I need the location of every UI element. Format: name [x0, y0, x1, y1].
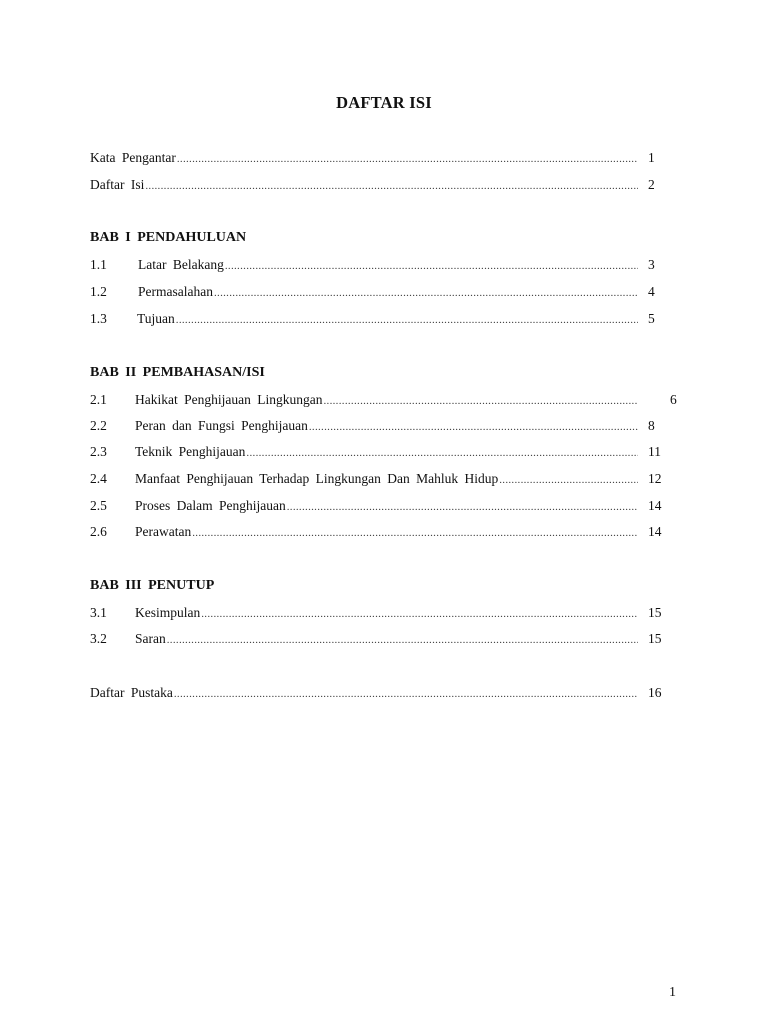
- toc-entry-2-5: [90, 498, 638, 518]
- toc-entry-daftar-isi: [90, 177, 638, 197]
- toc-entry-2-2: [90, 418, 638, 438]
- toc-entry-page: 1: [648, 150, 655, 165]
- toc-entry-number: 2.4: [90, 471, 107, 486]
- section-heading-bab-2: BAB II PEMBAHASAN/ISI: [90, 365, 265, 380]
- toc-entry-2-3: [90, 444, 638, 464]
- toc-entry-number: 2.5: [90, 498, 107, 513]
- toc-entry-3-2: [90, 631, 638, 651]
- toc-entry-label: Kesimpulan: [135, 605, 201, 620]
- toc-entry-number: 2.2: [90, 418, 107, 433]
- dot-leader: [309, 421, 638, 433]
- toc-entry-2-6: [90, 524, 638, 544]
- toc-entry-number: 3.1: [90, 605, 107, 620]
- toc-entry-label: Perawatan: [135, 524, 192, 539]
- toc-entry-label: Proses Dalam Penghijauan: [135, 498, 286, 513]
- toc-entry-label: Permasalahan: [138, 284, 213, 299]
- toc-entry-label: Tujuan: [137, 311, 175, 326]
- dot-leader: [323, 395, 638, 407]
- toc-entry-page: 2: [648, 177, 655, 192]
- document-title: DAFTAR ISI: [336, 93, 432, 112]
- toc-entry-daftar-pustaka: [90, 685, 638, 705]
- toc-entry-page: 14: [648, 524, 662, 539]
- toc-entry-page: 16: [648, 685, 662, 700]
- toc-entry-number: 3.2: [90, 631, 107, 646]
- section-heading-bab-3: BAB III PENUTUP: [90, 578, 215, 593]
- toc-entry-kata-pengantar: [90, 150, 638, 170]
- toc-entry-label: Peran dan Fungsi Penghijauan: [135, 418, 308, 433]
- toc-entry-1-2: [90, 284, 638, 304]
- toc-entry-number: 1.2: [90, 284, 107, 299]
- dot-leader: [201, 608, 638, 620]
- toc-entry-label: Daftar Isi: [90, 177, 145, 192]
- dot-leader: [214, 287, 638, 299]
- toc-entry-1-1: [90, 257, 638, 277]
- dot-leader: [246, 447, 638, 459]
- toc-entry-label: Manfaat Penghijauan Terhadap Lingkungan Dan Mahluk Hidup: [135, 471, 499, 486]
- toc-entry-label: Teknik Penghijauan: [135, 444, 246, 459]
- toc-entry-page: 8: [648, 418, 655, 433]
- dot-leader: [192, 527, 638, 539]
- dot-leader: [225, 260, 638, 272]
- section-heading-bab-1: BAB I PENDAHULUAN: [90, 230, 247, 245]
- toc-entry-1-3: [90, 311, 638, 331]
- toc-entry-page: 14: [648, 498, 662, 513]
- page-number: 1: [669, 985, 676, 1000]
- toc-entry-page: 4: [648, 284, 655, 299]
- dot-leader: [499, 474, 638, 486]
- toc-entry-page: 5: [648, 311, 655, 326]
- dot-leader: [177, 153, 638, 165]
- toc-entry-label: Hakikat Penghijauan Lingkungan: [135, 392, 323, 407]
- toc-entry-number: 1.3: [90, 311, 107, 326]
- dot-leader: [287, 501, 638, 513]
- toc-entry-page: 12: [648, 471, 662, 486]
- toc-entry-label: Daftar Pustaka: [90, 685, 173, 700]
- toc-entry-page: 15: [648, 605, 662, 620]
- toc-entry-page: 11: [648, 444, 661, 459]
- dot-leader: [176, 314, 638, 326]
- toc-entry-label: Latar Belakang: [138, 257, 224, 272]
- toc-entry-page: 6: [670, 392, 677, 407]
- toc-entry-2-1: [90, 392, 638, 412]
- toc-entry-number: 2.3: [90, 444, 107, 459]
- toc-entry-page: 15: [648, 631, 662, 646]
- toc-entry-number: 1.1: [90, 257, 107, 272]
- toc-entry-page: 3: [648, 257, 655, 272]
- toc-entry-number: 2.1: [90, 392, 107, 407]
- toc-entry-number: 2.6: [90, 524, 107, 539]
- toc-entry-3-1: [90, 605, 638, 625]
- dot-leader: [145, 180, 638, 192]
- dot-leader: [167, 634, 638, 646]
- dot-leader: [174, 688, 638, 700]
- toc-entry-2-4: [90, 471, 638, 491]
- toc-entry-label: Kata Pengantar: [90, 150, 176, 165]
- toc-entry-label: Saran: [135, 631, 166, 646]
